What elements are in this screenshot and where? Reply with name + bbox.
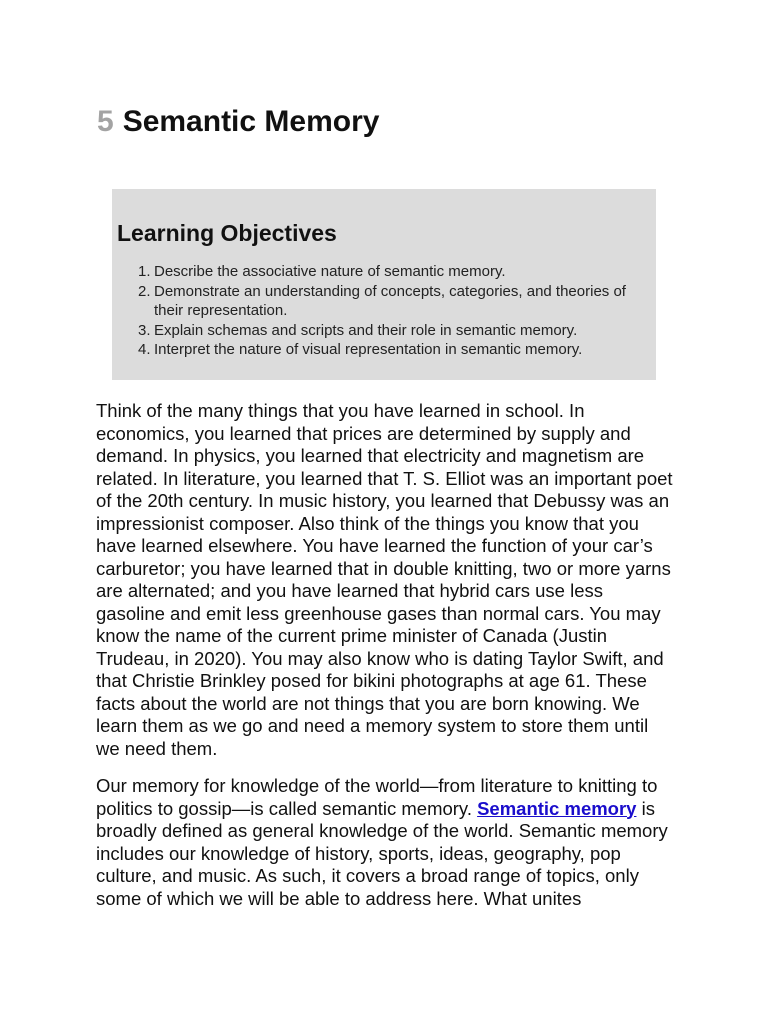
objective-item [138,282,654,321]
semantic-memory-link[interactable]: Semantic memory [477,797,637,819]
objectives-heading: Learning Objectives [117,220,337,246]
objective-number: 1. [138,263,151,280]
body-paragraph-2 [96,775,674,910]
objective-number: 4. [138,341,151,358]
objective-text: Demonstrate an understanding of concepts, categories, and theories of their representation. [154,282,626,319]
learning-objectives-box [112,189,656,380]
objective-item [138,262,654,282]
paragraph-2-definition: is broadly defined as general knowledge of the world. Semantic memory includes our knowledge of history, sports, ideas, geography, pop culture, and music. As such, it covers a broad range of topics, only some of which we will be able to address here. What unites [96,797,668,909]
chapter-title: Semantic Memory [122,105,380,138]
objective-item [138,340,654,360]
paragraph-2-intro: Our memory for knowledge of the world—from literature to knitting to politics to gossip—is called semantic memory. [96,775,658,819]
body-paragraph-1: Think of the many things that you have learned in school. In economics, you learned that prices are determined by supply and demand. In physics, you learned that electricity and magnetism are related. In literature, you learned that T. S. Elliot was an important poet of the 20th century. In music history, you learned that Debussy was an impressionist composer. Also think of the things you know that you have learned elsewhere. You have learned the function of your car’s carburetor; you have learned that in double knitting, two or more yarns are alternated; and you have learned that hybrid cars use less gasoline and emit less greenhouse gases than normal cars. You may know the name of the current prime minister of Canada (Justin Trudeau, in 2020). You may also know who is dating Taylor Swift, and that Christie Brinkley posed for bikini photographs at age 61. These facts about the world are not things that you are born knowing. We learn them as we go and need a memory system to store them until we need them. [96,400,673,759]
objective-text: Explain schemas and scripts and their role in semantic memory. [154,321,578,339]
chapter-number: 5 [97,105,114,138]
objective-text: Describe the associative nature of semantic memory. [154,263,506,280]
objective-text: Interpret the nature of visual representation in semantic memory. [154,341,583,358]
objective-item [138,321,654,341]
objectives-list [138,262,654,360]
objective-number: 3. [138,321,151,339]
chapter-heading [97,102,379,142]
objective-number: 2. [138,282,151,300]
